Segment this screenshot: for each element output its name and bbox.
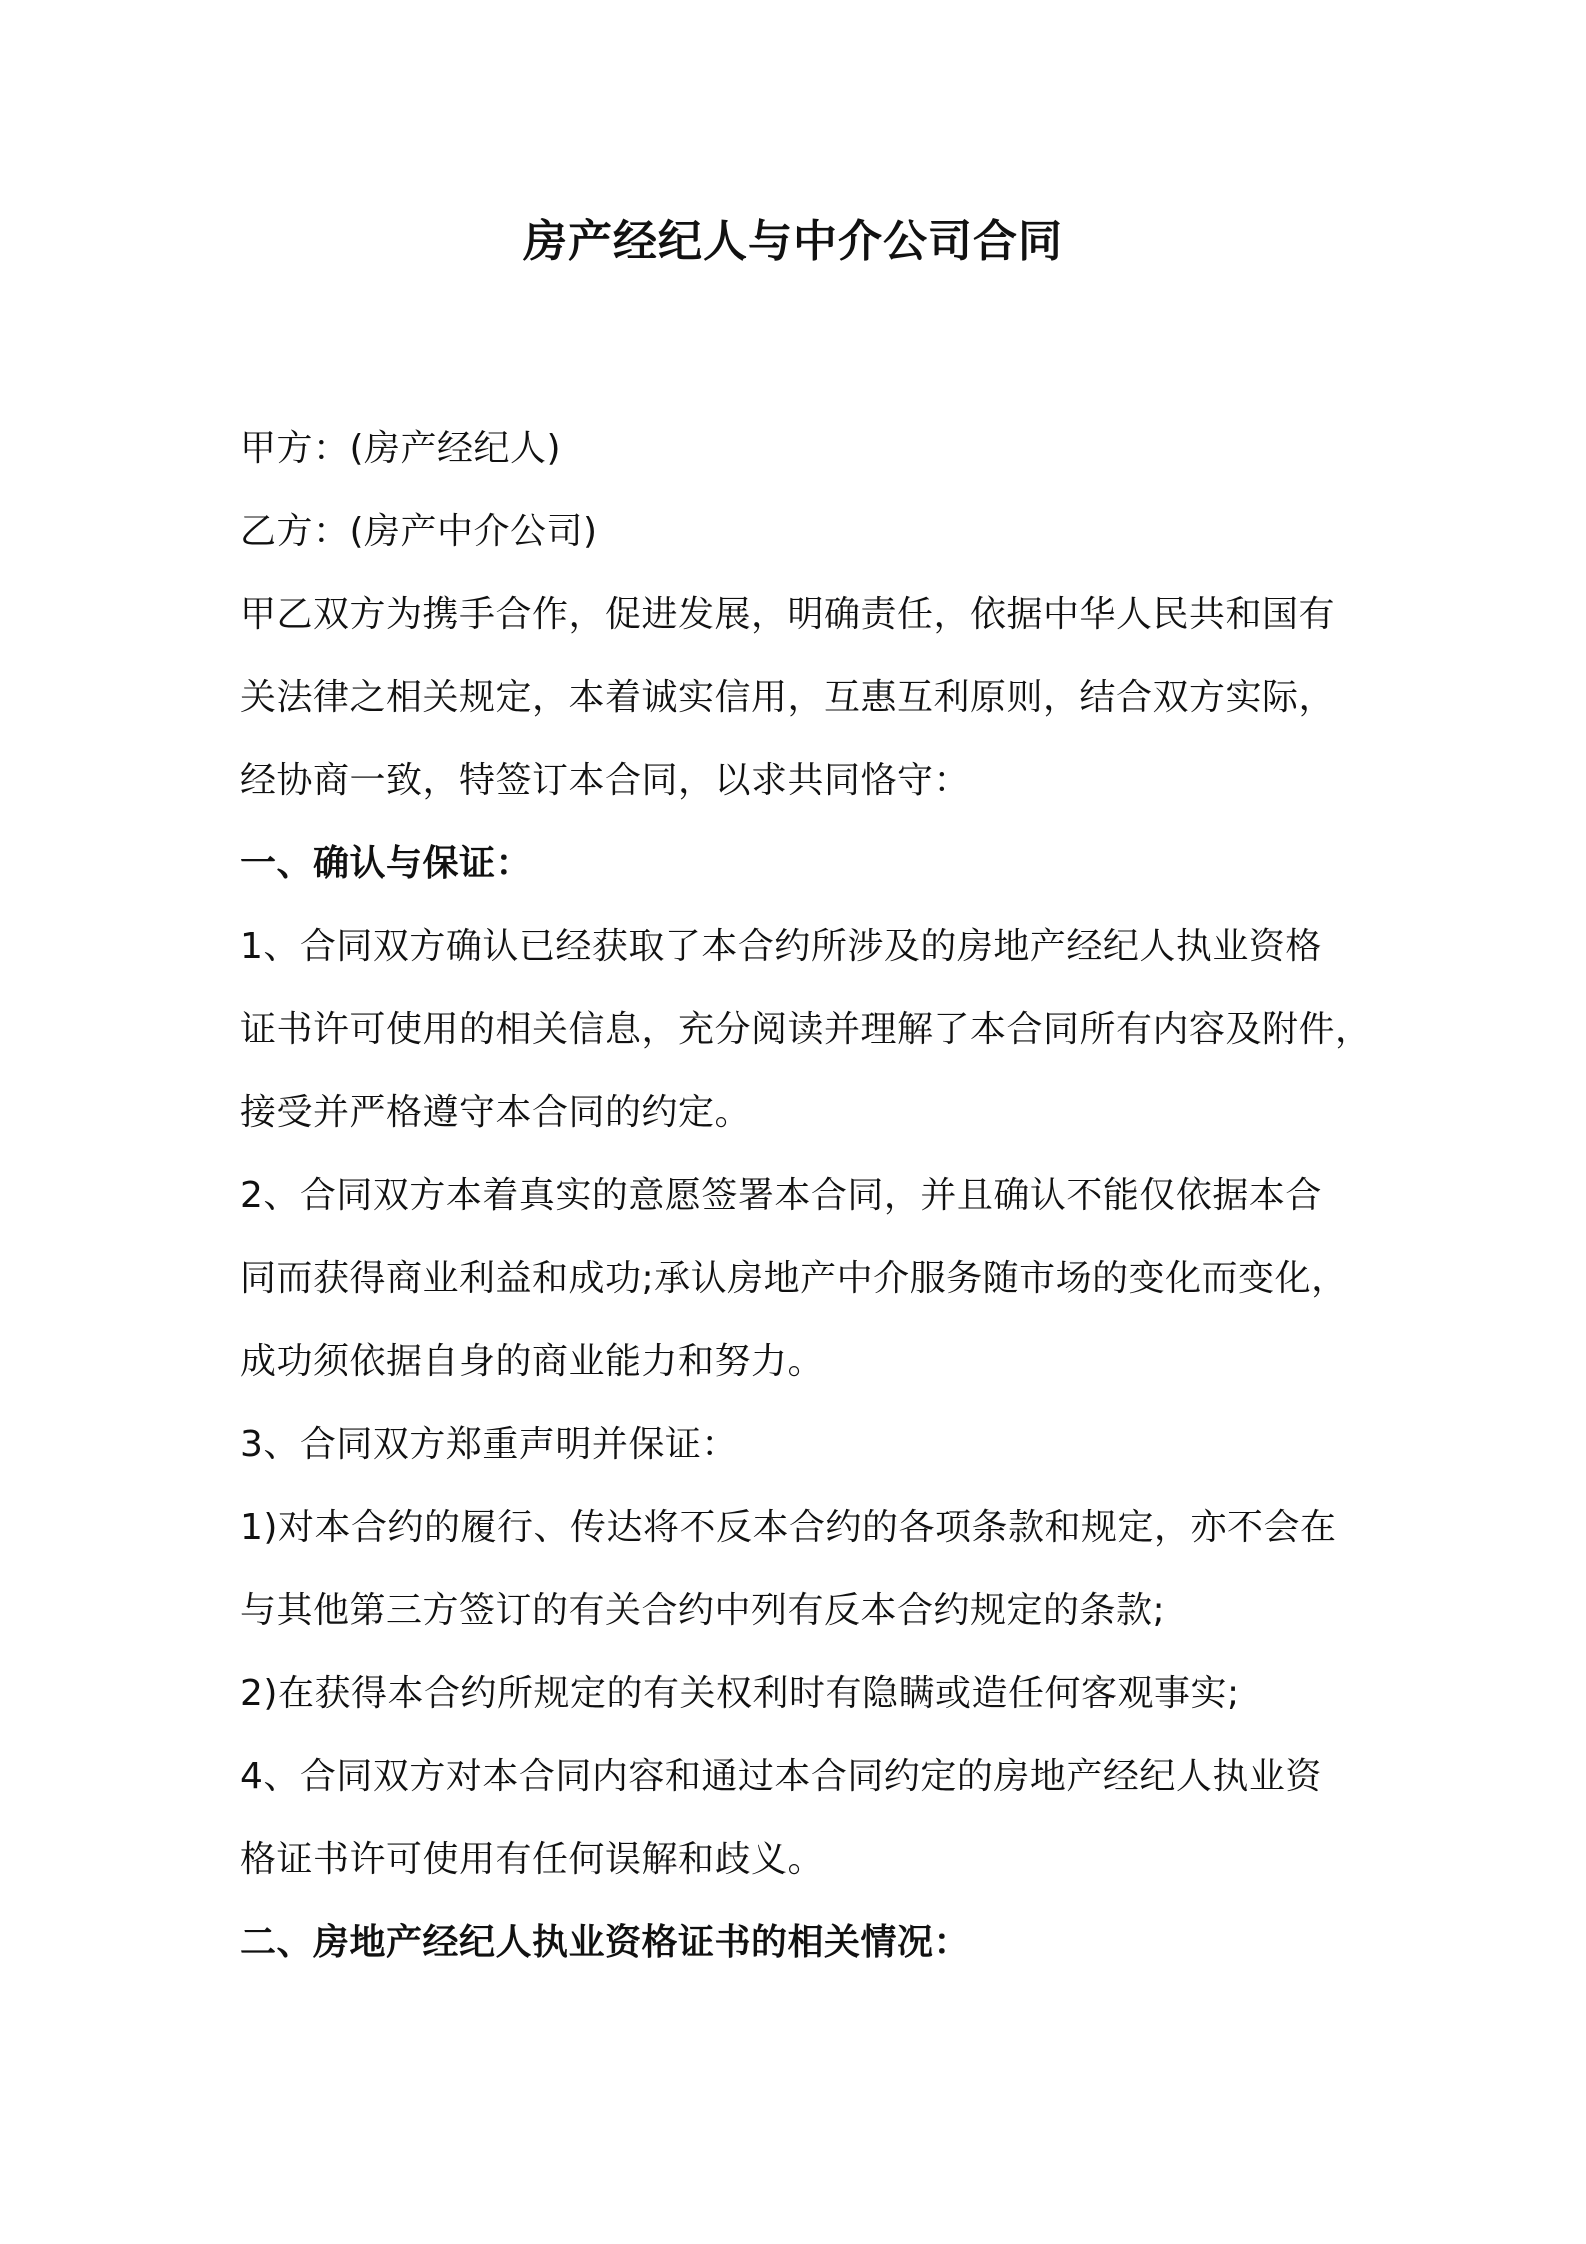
section-heading-1: 一、确认与保证： — [240, 843, 533, 884]
clause-3-line-1: 3、合同双方郑重声明并保证： — [240, 1424, 738, 1465]
preamble-line-1: 甲乙双方为携手合作，促进发展，明确责任，依据中华人民共和国有 — [240, 594, 1336, 635]
subclause-1-line-1: 1)对本合约的履行、传达将不反本合约的各项条款和规定，亦不会在 — [240, 1507, 1337, 1548]
subclause-1-line-2: 与其他第三方签订的有关合约中列有反本合约规定的条款; — [240, 1590, 1166, 1631]
clause-1-line-1: 1、合同双方确认已经获取了本合约所涉及的房地产经纪人执业资格 — [240, 926, 1322, 967]
document-title: 房产经纪人与中介公司合同 — [523, 216, 1063, 267]
clause-4-line-1: 4、合同双方对本合同内容和通过本合同约定的房地产经纪人执业资 — [240, 1756, 1322, 1797]
section-heading-2: 二、房地产经纪人执业资格证书的相关情况： — [240, 1922, 971, 1963]
clause-1-line-2: 证书许可使用的相关信息，充分阅读并理解了本合同所有内容及附件， — [240, 1009, 1372, 1050]
document-body — [240, 407, 1370, 1984]
preamble-line-3: 经协商一致，特签订本合同，以求共同恪守： — [240, 760, 971, 801]
clause-1-line-3: 接受并严格遵守本合同的约定。 — [240, 1092, 752, 1133]
preamble-line-2: 关法律之相关规定，本着诚实信用，互惠互利原则，结合双方实际， — [240, 677, 1336, 718]
party-a-line: 甲方：(房产经纪人) — [240, 428, 562, 469]
clause-2-line-2: 同而获得商业利益和成功;承认房地产中介服务随市场的变化而变化， — [240, 1258, 1348, 1299]
clause-4-line-2: 格证书许可使用有任何误解和歧义。 — [240, 1839, 825, 1880]
clause-2-line-1: 2、合同双方本着真实的意愿签署本合同，并且确认不能仅依据本合 — [240, 1175, 1322, 1216]
clause-2-line-3: 成功须依据自身的商业能力和努力。 — [240, 1341, 825, 1382]
subclause-2-line-1: 2)在获得本合约所规定的有关权利时有隐瞒或造任何客观事实; — [240, 1673, 1240, 1714]
party-b-line: 乙方：(房产中介公司) — [240, 511, 598, 552]
